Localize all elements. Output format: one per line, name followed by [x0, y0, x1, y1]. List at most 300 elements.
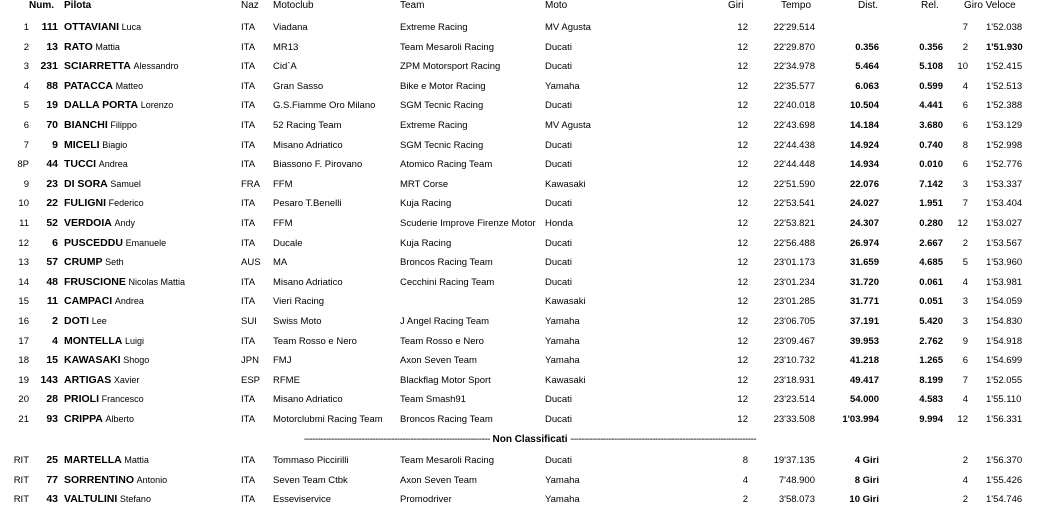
fastest-lap-time: 1'53.404 — [986, 198, 1023, 210]
laps: 12 — [737, 198, 748, 210]
gap-to-previous: 2.667 — [919, 237, 943, 249]
fastest-lap-time: 1'52.388 — [986, 100, 1023, 112]
table-row — [0, 471, 1037, 490]
rider-surname: PUSCEDDU — [64, 236, 123, 249]
laps: 12 — [737, 237, 748, 249]
position: 12 — [18, 237, 29, 249]
nationality: ITA — [241, 22, 256, 33]
rider-surname: SCIARRETTA — [64, 60, 131, 73]
fastest-lap-number: 12 — [957, 218, 968, 229]
gap-to-previous: 9.994 — [919, 414, 943, 425]
fastest-lap-number: 3 — [962, 178, 968, 190]
rider-name — [64, 490, 151, 509]
motoclub: Swiss Moto — [273, 316, 322, 327]
rider-first-name: Andrea — [114, 296, 144, 307]
rider-first-name: Luigi — [124, 335, 144, 346]
total-time: 22'40.018 — [773, 100, 815, 112]
fastest-lap-number: 2 — [962, 237, 968, 249]
rider-first-name: Lee — [91, 316, 107, 326]
team: ZPM Motorsport Racing — [400, 61, 501, 73]
gap-to-leader: 6.063 — [855, 80, 879, 92]
rider-first-name: Xavier — [113, 374, 140, 385]
rider-name — [64, 332, 144, 351]
rider-number: 88 — [46, 79, 58, 92]
rider-first-name: Stefano — [119, 494, 151, 505]
total-time: 23'01.173 — [773, 257, 815, 269]
rider-name — [64, 410, 134, 429]
gap-to-previous: 4.685 — [919, 257, 943, 269]
total-time: 7'48.900 — [778, 474, 815, 486]
rider-surname: VALTULINI — [64, 493, 118, 506]
total-time: 23'09.467 — [773, 335, 815, 347]
fastest-lap-time: 1'52.038 — [986, 22, 1023, 33]
header-num: Num. — [29, 0, 54, 11]
laps: 12 — [737, 316, 748, 327]
table-row — [0, 490, 1037, 509]
rider-first-name: Lorenzo — [140, 100, 174, 111]
fastest-lap-time: 1'53.981 — [986, 276, 1023, 288]
team: Broncos Racing Team — [400, 414, 493, 425]
rider-surname: FULIGNI — [64, 197, 106, 210]
fastest-lap-time: 1'52.998 — [986, 139, 1023, 151]
header-giro-veloce: Giro Veloce — [964, 0, 1016, 11]
gap-to-previous: 4.441 — [919, 100, 943, 112]
rider-name — [64, 38, 120, 57]
fastest-lap-number: 9 — [962, 335, 968, 347]
position: 1 — [23, 22, 29, 33]
motorcycle: Kawasaki — [545, 296, 586, 308]
gap-to-previous: 3.680 — [919, 120, 943, 131]
header-naz: Naz — [241, 0, 259, 11]
table-row — [0, 273, 1037, 292]
rider-number: 70 — [46, 119, 58, 131]
laps: 4 — [742, 474, 748, 486]
laps: 12 — [737, 159, 748, 171]
rider-surname: ARTIGAS — [64, 373, 112, 386]
position: 9 — [23, 178, 29, 190]
motoclub: MA — [273, 257, 288, 269]
laps: 12 — [737, 414, 748, 425]
nationality: ITA — [241, 335, 256, 347]
nationality: ITA — [241, 276, 256, 288]
gap-to-previous: 8.199 — [919, 374, 943, 386]
motoclub: Pesaro T.Benelli — [273, 198, 342, 210]
motorcycle: Ducati — [545, 257, 572, 269]
rider-number: 23 — [46, 177, 58, 190]
gap-to-leader: 49.417 — [849, 374, 879, 386]
laps: 12 — [737, 178, 748, 190]
fastest-lap-number: 6 — [962, 159, 968, 171]
total-time: 22'29.870 — [773, 41, 815, 53]
nationality: SUI — [241, 316, 257, 327]
table-row — [0, 234, 1037, 253]
separator-dashes-right: -------------------------------------------------------------------- — [570, 434, 756, 445]
table-row — [0, 57, 1037, 76]
gap-to-leader: 14.924 — [849, 139, 879, 151]
fastest-lap-time: 1'53.960 — [986, 257, 1023, 269]
motorcycle: Yamaha — [545, 316, 580, 327]
position: 15 — [18, 296, 29, 308]
rider-first-name: Alessandro — [133, 61, 179, 72]
laps: 12 — [737, 80, 748, 92]
table-row — [0, 96, 1037, 115]
rider-number: 4 — [52, 334, 58, 347]
gap-to-leader: 14.184 — [849, 120, 879, 131]
header-motoclub: Motoclub — [273, 0, 314, 11]
team: Kuja Racing — [400, 198, 452, 210]
table-row — [0, 175, 1037, 194]
rider-number: 25 — [46, 454, 58, 466]
rider-surname: MONTELLA — [64, 334, 123, 347]
rider-name — [64, 390, 144, 409]
laps: 12 — [737, 394, 748, 406]
team: J Angel Racing Team — [400, 316, 490, 327]
rider-first-name: Andy — [114, 218, 135, 228]
rider-number: 231 — [40, 60, 58, 73]
rider-name — [64, 77, 143, 96]
motoclub: Viadana — [273, 22, 308, 33]
gap-to-leader: 37.191 — [849, 316, 879, 327]
rider-number: 6 — [52, 236, 58, 249]
rider-number: 52 — [46, 217, 58, 229]
team: Axon Seven Team — [400, 355, 477, 367]
total-time: 23'06.705 — [773, 316, 815, 327]
rider-surname: DI SORA — [64, 177, 108, 190]
rider-name — [64, 292, 144, 311]
rider-first-name: Biagio — [102, 139, 128, 150]
separator-dashes-left: -------------------------------------------------------------------- — [304, 434, 490, 445]
fastest-lap-time: 1'52.776 — [986, 159, 1023, 171]
position: RIT — [13, 494, 29, 506]
rider-first-name: Matteo — [115, 80, 144, 91]
team: Kuja Racing — [400, 237, 452, 249]
rider-surname: BIANCHI — [64, 119, 108, 131]
motoclub: RFME — [273, 374, 300, 386]
total-time: 22'35.577 — [773, 80, 815, 92]
team: Team Smash91 — [400, 394, 467, 406]
motoclub: G.S.Fiamme Oro Milano — [273, 100, 376, 112]
motorcycle: Yamaha — [545, 335, 580, 347]
nationality: ITA — [241, 100, 256, 112]
rider-number: 57 — [46, 256, 58, 269]
total-time: 23'01.285 — [773, 296, 815, 308]
fastest-lap-time: 1'52.513 — [986, 80, 1023, 92]
team: Team Mesaroli Racing — [400, 41, 494, 53]
gap-to-previous: 2.762 — [919, 335, 943, 347]
gap-to-previous: 7.142 — [919, 178, 943, 190]
laps: 12 — [737, 41, 748, 53]
rider-surname: RATO — [64, 40, 93, 53]
team: Team Rosso e Nero — [400, 335, 484, 347]
fastest-lap-number: 4 — [962, 276, 968, 288]
position: 11 — [19, 218, 29, 229]
nationality: ITA — [241, 218, 256, 229]
nationality: ITA — [241, 296, 256, 308]
laps: 12 — [737, 100, 748, 112]
fastest-lap-number: 10 — [957, 61, 968, 73]
fastest-lap-time: 1'54.918 — [986, 335, 1023, 347]
rider-name — [64, 116, 137, 135]
rider-name — [64, 175, 141, 194]
nationality: AUS — [241, 257, 261, 269]
table-row — [0, 77, 1037, 96]
rider-first-name: Francesco — [101, 394, 144, 405]
motoclub: Gran Sasso — [273, 80, 324, 92]
rider-first-name: Luca — [121, 22, 142, 32]
motoclub: Cid`A — [273, 61, 297, 73]
table-row — [0, 155, 1037, 174]
total-time: 23'23.514 — [773, 394, 815, 406]
fastest-lap-time: 1'53.337 — [986, 178, 1023, 190]
table-row — [0, 194, 1037, 213]
team: Team Mesaroli Racing — [400, 455, 494, 466]
motoclub: Misano Adriatico — [273, 394, 343, 406]
team: MRT Corse — [400, 178, 449, 190]
nationality: ITA — [241, 494, 256, 506]
rider-number: 9 — [52, 138, 58, 151]
non-classified-separator — [300, 433, 760, 446]
table-row — [0, 136, 1037, 155]
nationality: ITA — [241, 455, 256, 466]
fastest-lap-time: 1'54.830 — [986, 316, 1023, 327]
rider-name — [64, 57, 179, 76]
gap-to-leader: 10.504 — [849, 100, 879, 112]
table-row — [0, 351, 1037, 370]
fastest-lap-number: 6 — [962, 100, 968, 112]
motoclub: Esseviservice — [273, 494, 332, 506]
nationality: ITA — [241, 159, 256, 171]
rider-number: 43 — [46, 493, 58, 506]
position: 2 — [23, 41, 29, 53]
team: Broncos Racing Team — [400, 257, 493, 269]
motoclub: FFM — [273, 178, 293, 190]
gap-to-leader: 10 Giri — [849, 494, 879, 506]
header-pilota: Pilota — [64, 0, 92, 11]
position: 8P — [17, 159, 29, 171]
table-row — [0, 312, 1037, 331]
motoclub: Misano Adriatico — [273, 276, 343, 288]
motoclub: MR13 — [273, 41, 299, 53]
team: Extreme Racing — [400, 22, 468, 33]
total-time: 23'10.732 — [773, 355, 815, 367]
fastest-lap-time: 1'56.370 — [986, 455, 1023, 466]
nationality: ITA — [241, 394, 256, 406]
team: Axon Seven Team — [400, 474, 477, 486]
header-rel: Rel. — [921, 0, 939, 11]
total-time: 22'29.514 — [773, 22, 815, 33]
motorcycle: Ducati — [545, 139, 572, 151]
position: 7 — [23, 139, 29, 151]
table-row — [0, 253, 1037, 272]
gap-to-previous: 5.108 — [919, 61, 943, 73]
fastest-lap-number: 12 — [957, 414, 968, 425]
gap-to-previous: 1.265 — [919, 355, 943, 367]
position: 4 — [23, 80, 29, 92]
gap-to-previous: 0.599 — [919, 80, 943, 92]
header-giri: Giri — [728, 0, 744, 11]
rider-surname: CAMPACI — [64, 295, 113, 308]
header-dist: Dist. — [858, 0, 878, 11]
fastest-lap-time: 1'54.746 — [986, 494, 1023, 506]
laps: 12 — [737, 257, 748, 269]
rider-surname: OTTAVIANI — [64, 21, 120, 33]
motorcycle: Ducati — [545, 237, 572, 249]
gap-to-leader: 0.356 — [855, 41, 879, 53]
rider-name — [64, 155, 128, 174]
rider-number: 143 — [40, 373, 58, 386]
total-time: 3'58.073 — [778, 494, 815, 506]
gap-to-leader: 5.464 — [855, 61, 879, 73]
rider-number: 15 — [46, 354, 58, 367]
rider-first-name: Nicolas Mattia — [128, 276, 186, 287]
gap-to-leader: 41.218 — [849, 355, 879, 367]
position: 21 — [18, 414, 29, 425]
header-team: Team — [400, 0, 425, 11]
nationality: FRA — [241, 178, 260, 190]
total-time: 22'44.438 — [773, 139, 815, 151]
fastest-lap-number: 3 — [962, 296, 968, 308]
motoclub: Motorclubmi Racing Team — [273, 414, 383, 425]
rider-first-name: Mattia — [95, 41, 120, 52]
fastest-lap-time: 1'53.129 — [986, 120, 1023, 131]
team: Atomico Racing Team — [400, 159, 493, 171]
rider-surname: TUCCI — [64, 158, 97, 171]
rider-surname: VERDOIA — [64, 217, 112, 229]
gap-to-previous: 5.420 — [919, 316, 943, 327]
motorcycle: Ducati — [545, 414, 572, 425]
position: 18 — [18, 355, 29, 367]
gap-to-leader: 31.771 — [849, 296, 879, 308]
gap-to-leader: 1'03.994 — [842, 414, 879, 425]
total-time: 23'18.931 — [773, 374, 815, 386]
gap-to-leader: 8 Giri — [854, 474, 879, 486]
motorcycle: Honda — [545, 218, 573, 229]
gap-to-previous: 0.061 — [919, 276, 943, 288]
fastest-lap-time: 1'55.110 — [986, 394, 1022, 406]
total-time: 22'43.698 — [773, 120, 815, 131]
motoclub: Tommaso Piccirilli — [273, 455, 349, 466]
gap-to-previous: 0.051 — [919, 296, 943, 308]
rider-name — [64, 371, 139, 390]
rider-number: 93 — [46, 413, 58, 425]
nationality: ITA — [241, 139, 256, 151]
gap-to-leader: 14.934 — [849, 159, 879, 171]
rider-surname: FRUSCIONE — [64, 275, 126, 288]
rider-name — [64, 273, 185, 292]
rider-first-name: Mattia — [124, 455, 149, 465]
position: RIT — [13, 474, 29, 486]
team: Bike e Motor Racing — [400, 80, 486, 92]
rider-first-name: Filippo — [110, 120, 137, 130]
position: 6 — [23, 120, 29, 131]
nationality: ITA — [241, 474, 256, 486]
motorcycle: Kawasaki — [545, 178, 586, 190]
fastest-lap-time: 1'54.059 — [986, 296, 1023, 308]
motorcycle: Ducati — [545, 61, 572, 73]
rider-surname: CRUMP — [64, 256, 103, 269]
total-time: 23'33.508 — [773, 414, 815, 425]
position: 3 — [23, 61, 29, 73]
total-time: 19'37.135 — [773, 455, 815, 466]
gap-to-leader: 31.720 — [849, 276, 879, 288]
fastest-lap-number: 7 — [962, 374, 968, 386]
fastest-lap-time: 1'52.415 — [986, 61, 1023, 73]
rider-first-name: Federico — [108, 198, 144, 209]
rider-name — [64, 214, 135, 233]
rider-name — [64, 194, 144, 213]
motorcycle: Ducati — [545, 41, 572, 53]
fastest-lap-number: 4 — [962, 474, 968, 486]
motorcycle: MV Agusta — [545, 22, 591, 33]
motoclub: FMJ — [273, 355, 292, 367]
gap-to-leader: 31.659 — [849, 257, 879, 269]
rider-name — [64, 351, 149, 370]
motorcycle: Yamaha — [545, 494, 580, 506]
rider-name — [64, 471, 167, 490]
laps: 12 — [737, 120, 748, 131]
rider-number: 19 — [46, 99, 58, 112]
motorcycle: Yamaha — [545, 80, 580, 92]
fastest-lap-number: 7 — [962, 198, 968, 210]
position: 13 — [18, 257, 29, 269]
motorcycle: MV Agusta — [545, 120, 591, 131]
rider-first-name: Emanuele — [125, 237, 167, 248]
fastest-lap-time: 1'56.331 — [986, 414, 1023, 425]
laps: 12 — [737, 335, 748, 347]
motoclub: Biassono F. Pirovano — [273, 159, 363, 171]
laps: 12 — [737, 374, 748, 386]
laps: 12 — [737, 355, 748, 367]
position: 5 — [23, 100, 29, 112]
rider-number: 111 — [41, 21, 58, 33]
motorcycle: Yamaha — [545, 474, 580, 486]
motoclub: FFM — [273, 218, 293, 229]
table-header — [0, 0, 1037, 12]
team: Cecchini Racing Team — [400, 276, 495, 288]
motorcycle: Yamaha — [545, 355, 580, 367]
nationality: ITA — [241, 80, 256, 92]
fastest-lap-time: 1'54.699 — [986, 355, 1023, 367]
laps: 8 — [742, 455, 748, 466]
table-row — [0, 38, 1037, 57]
rider-surname: SORRENTINO — [64, 473, 135, 486]
gap-to-previous: 0.280 — [919, 218, 943, 229]
rider-first-name: Antonio — [136, 474, 168, 485]
motoclub: Vieri Racing — [273, 296, 325, 308]
rider-surname: MARTELLA — [64, 454, 122, 466]
motoclub: Seven Team Ctbk — [273, 474, 348, 486]
total-time: 22'51.590 — [773, 178, 815, 190]
gap-to-leader: 54.000 — [849, 394, 879, 406]
laps: 12 — [737, 218, 748, 229]
table-row — [0, 390, 1037, 409]
fastest-lap-number: 3 — [962, 316, 968, 327]
total-time: 22'53.821 — [773, 218, 815, 229]
gap-to-previous: 0.356 — [919, 41, 943, 53]
rider-first-name: Samuel — [110, 178, 141, 189]
team: SGM Tecnic Racing — [400, 139, 484, 151]
gap-to-leader: 24.307 — [849, 218, 879, 229]
table-row — [0, 116, 1037, 135]
motorcycle: Ducati — [545, 276, 572, 288]
motorcycle: Kawasaki — [545, 374, 586, 386]
team: Promodriver — [400, 494, 452, 506]
total-time: 22'34.978 — [773, 61, 815, 73]
laps: 12 — [737, 276, 748, 288]
rider-surname: PRIOLI — [64, 393, 100, 406]
rider-number: 28 — [46, 393, 58, 406]
header-tempo: Tempo — [781, 0, 812, 11]
